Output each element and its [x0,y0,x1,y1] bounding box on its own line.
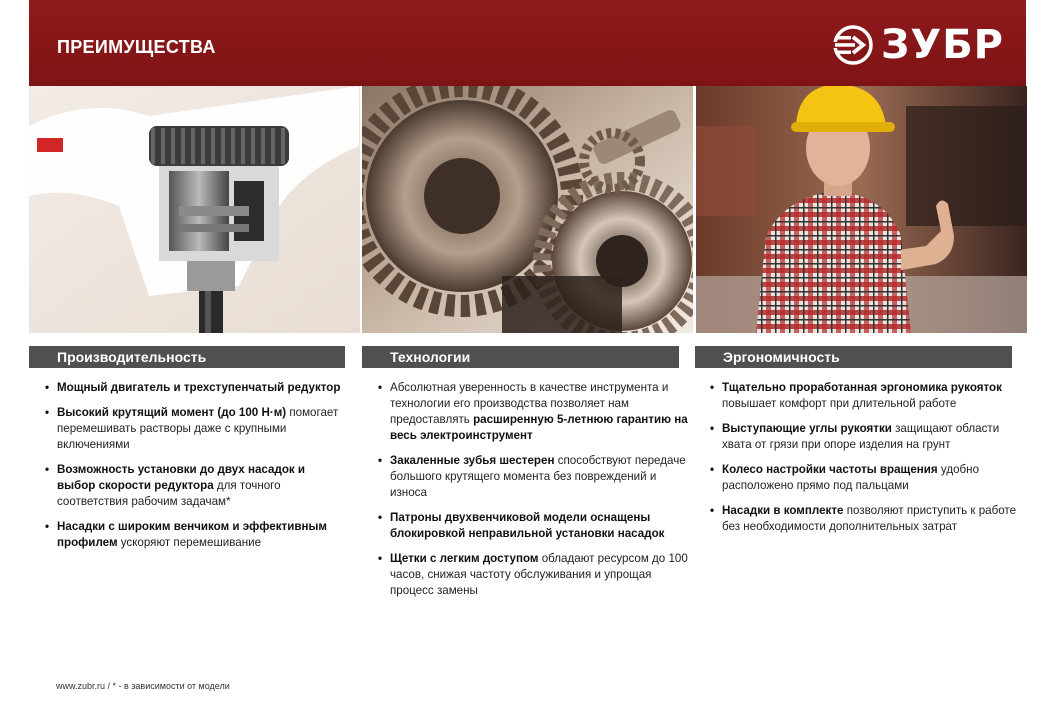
feature-text: повышает комфорт при длительной работе [722,397,957,410]
feature-highlight: Закаленные зубья шестерен [390,454,555,467]
feature-highlight: Щетки с легким доступом [390,552,539,565]
feature-highlight: Патроны двухвенчиковой модели оснащены блокировкой неправильной установки насадок [390,511,665,540]
feature-highlight: Насадки в комплекте [722,504,844,517]
logo-mark-icon [833,25,873,65]
logo-text: ЗУБР [880,22,1004,68]
feature-list-technology [378,380,688,599]
feature-text: удобно расположено прямо под пальцами [722,463,980,492]
feature-highlight: Тщательно проработанная эргономика рукояток [722,381,1002,394]
feature-text: защищают области хвата от грязи при опоре изделия на грунт [722,422,1000,451]
feature-item [45,405,345,453]
feature-item [45,380,345,396]
gearbox-illustration [29,86,360,333]
feature-item [710,462,1020,494]
brand-logo[interactable] [833,22,1004,68]
photo-gearbox-cutaway [29,86,360,333]
feature-highlight: Возможность установки до двух насадок и выбор скорости редуктора [57,463,306,492]
photo-gears [362,86,693,333]
page-title: ПРЕИМУЩЕСТВА [57,37,216,57]
feature-highlight: Высокий крутящий момент (до 100 Н·м) [57,406,287,419]
feature-highlight: Выступающие углы рукоятки [722,422,892,435]
feature-item [710,380,1020,412]
feature-text: Абсолютная уверенность в качестве инструмента и технологии его производства позволяет нам предоставлять [390,381,669,426]
photo-worker-thumbs-up [696,86,1027,333]
feature-item [45,462,345,510]
feature-item [45,519,345,551]
column-header-ergonomics: Эргономичность [695,346,1012,368]
feature-highlight: расширенную 5-летнюю гарантию на весь электроинструмент [390,413,688,442]
feature-item [378,551,688,599]
column-header-technology: Технологии [362,346,679,368]
feature-list-ergonomics [710,380,1020,535]
feature-highlight: Насадки с широким венчиком и эффективным профилем [57,520,327,549]
worker-illustration [696,86,1027,333]
gears-illustration [362,86,693,333]
feature-item [378,510,688,542]
feature-item [710,421,1020,453]
footer-note: www.zubr.ru / * - в зависимости от модели [56,681,230,691]
header-banner [29,0,1026,86]
feature-text: помогает перемешивать растворы даже с крупными включениями [57,406,339,451]
feature-text: обладают ресурсом до 100 часов, снижая частоту обслуживания и упрощая процесс замены [390,552,688,597]
feature-highlight: Мощный двигатель и трехступенчатый редуктор [57,381,341,394]
feature-list-performance [45,380,345,551]
column-header-performance: Производительность [29,346,345,368]
feature-text: ускоряют перемешивание [117,536,262,549]
feature-item [378,380,688,444]
feature-text: позволяют приступить к работе без необходимости дополнительных затрат [722,504,1017,533]
feature-item [378,453,688,501]
feature-highlight: Колесо настройки частоты вращения [722,463,938,476]
feature-text: способствуют передаче большого крутящего момента без повреждений и износа [390,454,686,499]
feature-item [710,503,1020,535]
feature-text: для точного соответствия рабочим задачам* [57,479,281,508]
